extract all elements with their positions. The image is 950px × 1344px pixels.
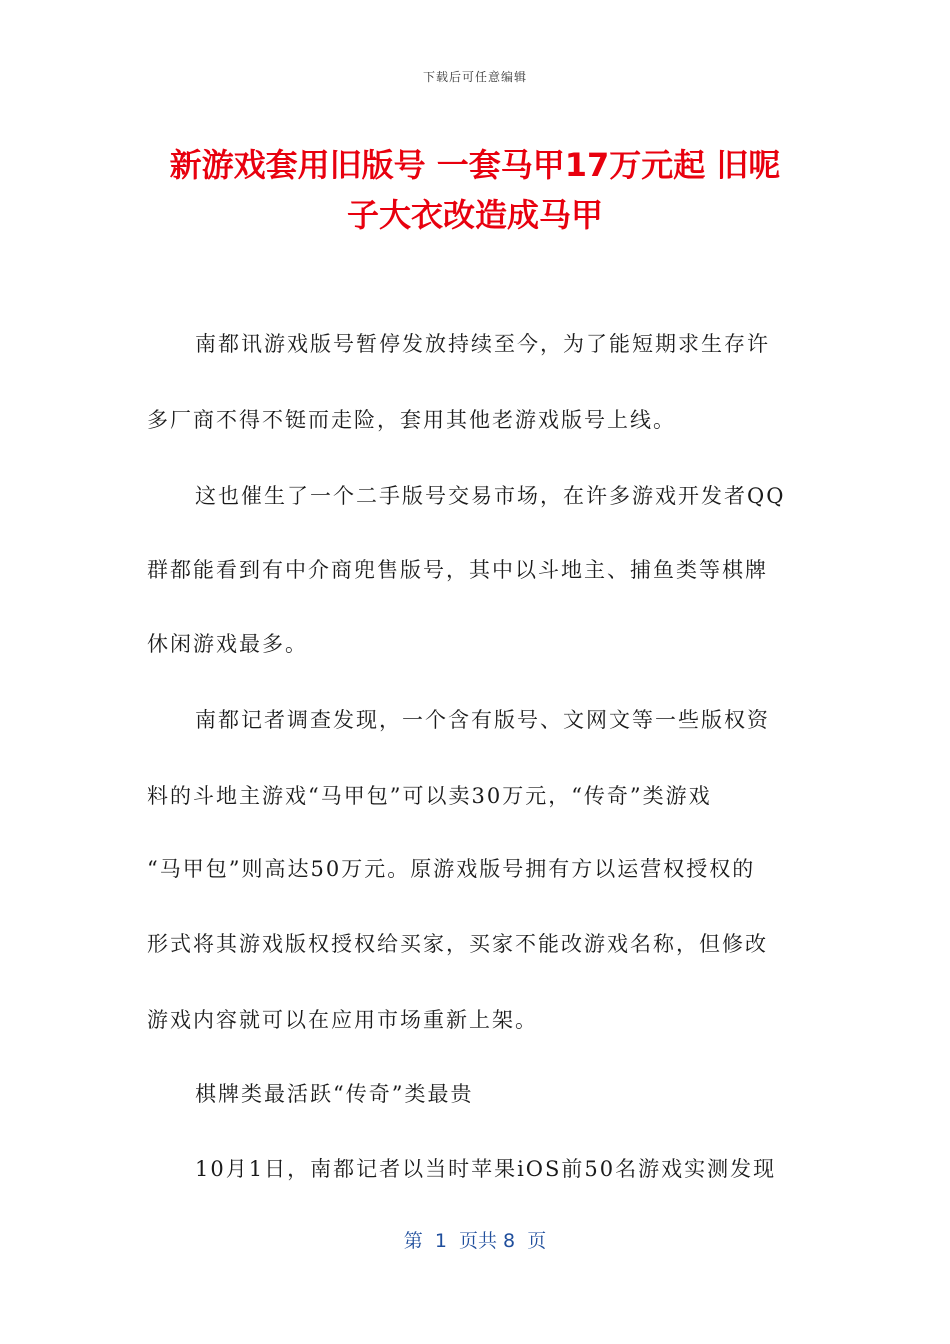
paragraph-3-line-4: 形式将其游戏版权授权给买家，买家不能改游戏名称，但修改 (147, 932, 768, 956)
subheading: 棋牌类最活跃“传奇”类最贵 (195, 1082, 474, 1106)
paragraph-4-line-1: 10月1日，南都记者以当时苹果iOS前50名游戏实测发现 (195, 1157, 777, 1181)
paragraph-2-line-2: 群都能看到有中介商兜售版号，其中以斗地主、捕鱼类等棋牌 (147, 558, 768, 582)
paragraph-3-line-2: 料的斗地主游戏“马甲包”可以卖30万元，“传奇”类游戏 (147, 784, 712, 808)
document-title (140, 140, 810, 240)
paragraph-3-line-3: “马甲包”则高达50万元。原游戏版号拥有方以运营权授权的 (147, 857, 756, 881)
title-line-2: 子大衣改造成马甲 (346, 196, 603, 234)
header-note: 下载后可任意编辑 (422, 70, 527, 84)
paragraph-1-line-2: 多厂商不得不铤而走险，套用其他老游戏版号上线。 (147, 408, 676, 432)
title-line-1: 新游戏套用旧版号 一套马甲17万元起 旧呢 (169, 146, 781, 184)
paragraph-3-line-5: 游戏内容就可以在应用市场重新上架。 (147, 1008, 538, 1032)
page-number-footer: 第 1 页共 8 页 (403, 1230, 547, 1252)
paragraph-1-line-1: 南都讯游戏版号暂停发放持续至今，为了能短期求生存许 (195, 332, 770, 356)
paragraph-2-line-1: 这也催生了一个二手版号交易市场，在许多游戏开发者QQ (195, 484, 786, 508)
paragraph-3-line-1: 南都记者调查发现，一个含有版号、文网文等一些版权资 (195, 708, 770, 732)
paragraph-2-line-3: 休闲游戏最多。 (147, 632, 308, 656)
